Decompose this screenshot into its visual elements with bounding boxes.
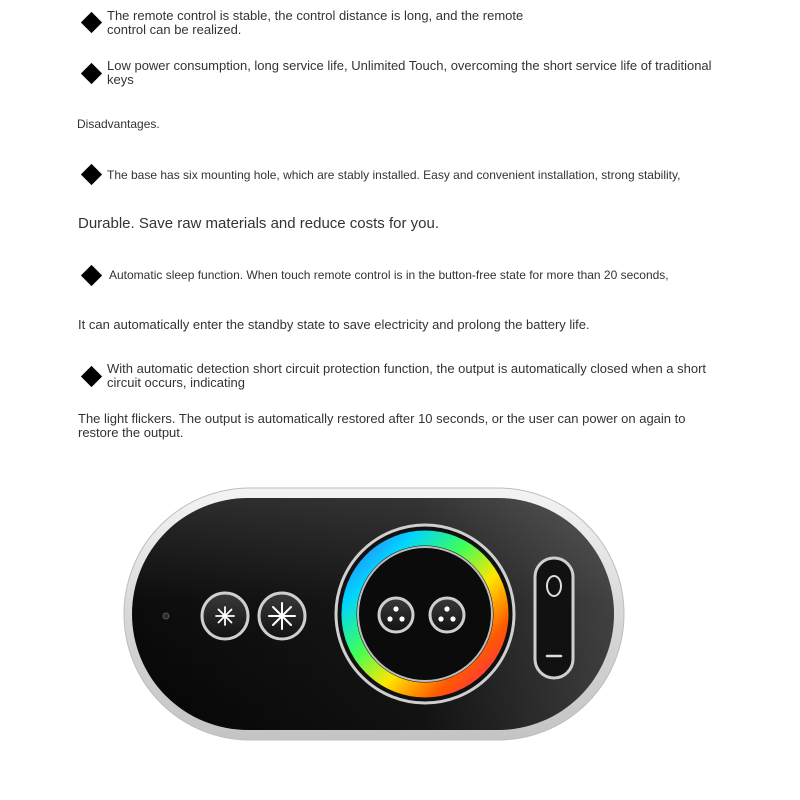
diamond-bullet-icon (81, 164, 102, 185)
mode-dots-icon[interactable] (430, 598, 464, 632)
feature-text: It can automatically enter the standby state to save electricity and prolong the battery life. (78, 317, 590, 332)
diamond-bullet-icon (81, 366, 102, 387)
brightness-high-icon[interactable] (259, 593, 305, 639)
mode-dots-icon[interactable] (379, 598, 413, 632)
feature-text: The remote control is stable, the control distance is long, and the remote control can be realized. (107, 8, 524, 37)
feature-text: The light flickers. The output is automatically restored after 10 seconds, or the user can power on again to restore the output. (78, 411, 686, 440)
diamond-bullet-icon (81, 63, 102, 84)
feature-text: Durable. Save raw materials and reduce costs for you. (78, 215, 440, 232)
diamond-bullet-icon (81, 265, 102, 286)
remote-control-image (120, 480, 630, 750)
power-switch-icon[interactable] (535, 558, 573, 678)
diamond-bullet-icon (81, 12, 102, 33)
feature-text: Low power consumption, long service life, Unlimited Touch, overcoming the short service life of traditional keys (107, 58, 712, 87)
section-heading: Disadvantages. (77, 117, 160, 131)
brightness-low-icon[interactable] (202, 593, 248, 639)
feature-text: With automatic detection short circuit protection function, the output is automatically closed when a short circuit occurs, indicating (107, 361, 707, 390)
feature-text: Automatic sleep function. When touch remote control is in the button-free state for more than 20 seconds, (109, 268, 669, 282)
color-wheel[interactable] (336, 525, 514, 703)
feature-text: The base has six mounting hole, which are stably installed. Easy and convenient installation, strong stability, (107, 168, 681, 182)
indicator-led (163, 613, 169, 619)
